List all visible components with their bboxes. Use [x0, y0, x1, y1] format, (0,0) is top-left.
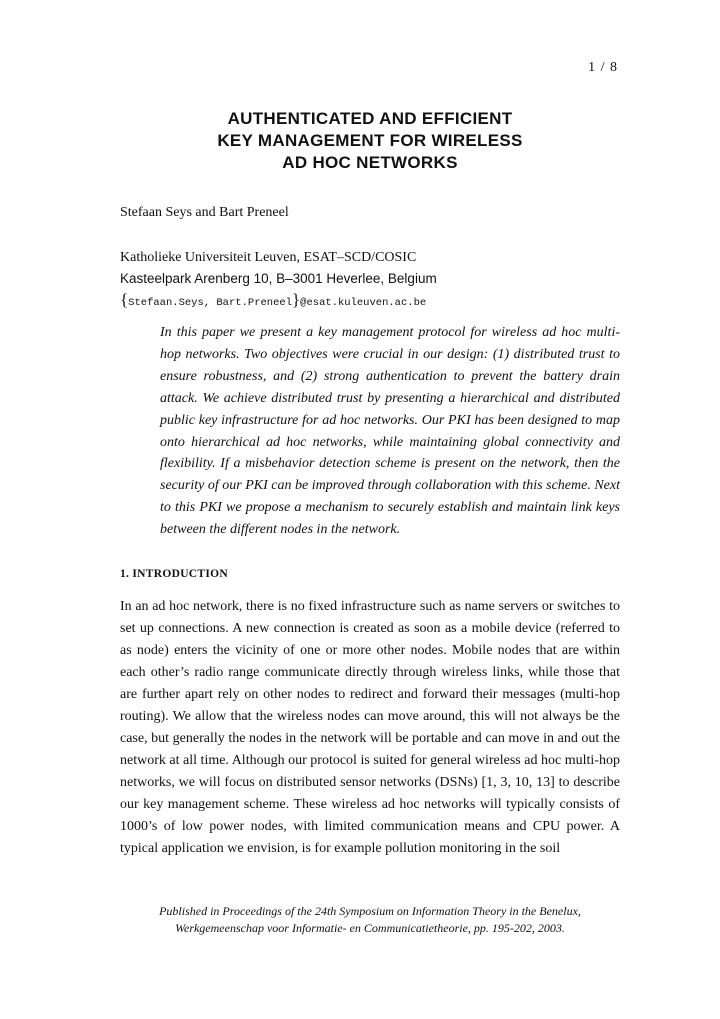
title-line: AUTHENTICATED AND EFFICIENT: [227, 109, 513, 128]
author-email: [120, 289, 437, 314]
email-brace-open: {: [120, 290, 129, 309]
authors: Stefaan Seys and Bart Preneel: [120, 205, 289, 220]
affiliation-institution: Katholieke Universiteit Leuven, ESAT–SCD/COSIC: [120, 250, 417, 265]
email-brace-close: }: [292, 290, 301, 309]
title-line: AD HOC NETWORKS: [282, 153, 458, 172]
publication-footnote: Published in Proceedings of the 24th Symposium on Information Theory in the Benelux, Werkgemeenschap voor Informatie- en Communicatietheorie, pp. 195-202, 2003.: [159, 904, 581, 935]
section-body: In an ad hoc network, there is no fixed infrastructure such as name servers or switches to set up connections. A new connection is created as soon as a mobile device (referred to as node) enters the vicinity of one or more other nodes. Mobile nodes that are within each other’s radio range communicate directly through wireless links, while those that are further apart rely on other nodes to redirect and forward their messages (multi-hop routing). We allow that the wireless nodes can move around, this will not always be the case, but generally the nodes in the network will be portable and can move in and out the network at all time. Although our protocol is suited for general wireless ad hoc multi-hop networks, we will focus on distributed sensor networks (DSNs) [1, 3, 10, 13] to describe our key management scheme. These wireless ad hoc networks will typically consists of 1000’s of low power nodes, with limited communication means and CPU power. A typical application we envision, is for example pollution monitoring in the soil: [120, 599, 620, 856]
paper-title: [0, 108, 720, 174]
title-line: KEY MANAGEMENT FOR WIRELESS: [217, 131, 523, 150]
email-names: Stefaan.Seys, Bart.Preneel: [128, 297, 292, 309]
affiliation-block: [120, 247, 437, 314]
email-domain: @esat.kuleuven.ac.be: [300, 297, 427, 309]
abstract: In this paper we present a key management protocol for wireless ad hoc multi-hop networks. Two objectives were crucial in our design: (1) distributed trust to ensure robustness, and (2) strong authentication to prevent the battery drain attack. We achieve distributed trust by presenting a hierarchical and distributed public key infrastructure for ad hoc networks. Our PKI has been designed to map onto hierarchical ad hoc networks, while maintaining global connectivity and flexibility. If a misbehavior detection scheme is present on the network, then the security of our PKI can be improved through collaboration with this scheme. Next to this PKI we propose a mechanism to securely establish and maintain link keys between the different nodes in the network.: [160, 325, 620, 538]
section-heading: 1. INTRODUCTION: [120, 568, 229, 580]
page-number: 1 / 8: [588, 60, 618, 75]
affiliation-address: Kasteelpark Arenberg 10, B–3001 Heverlee, Belgium: [120, 271, 437, 286]
